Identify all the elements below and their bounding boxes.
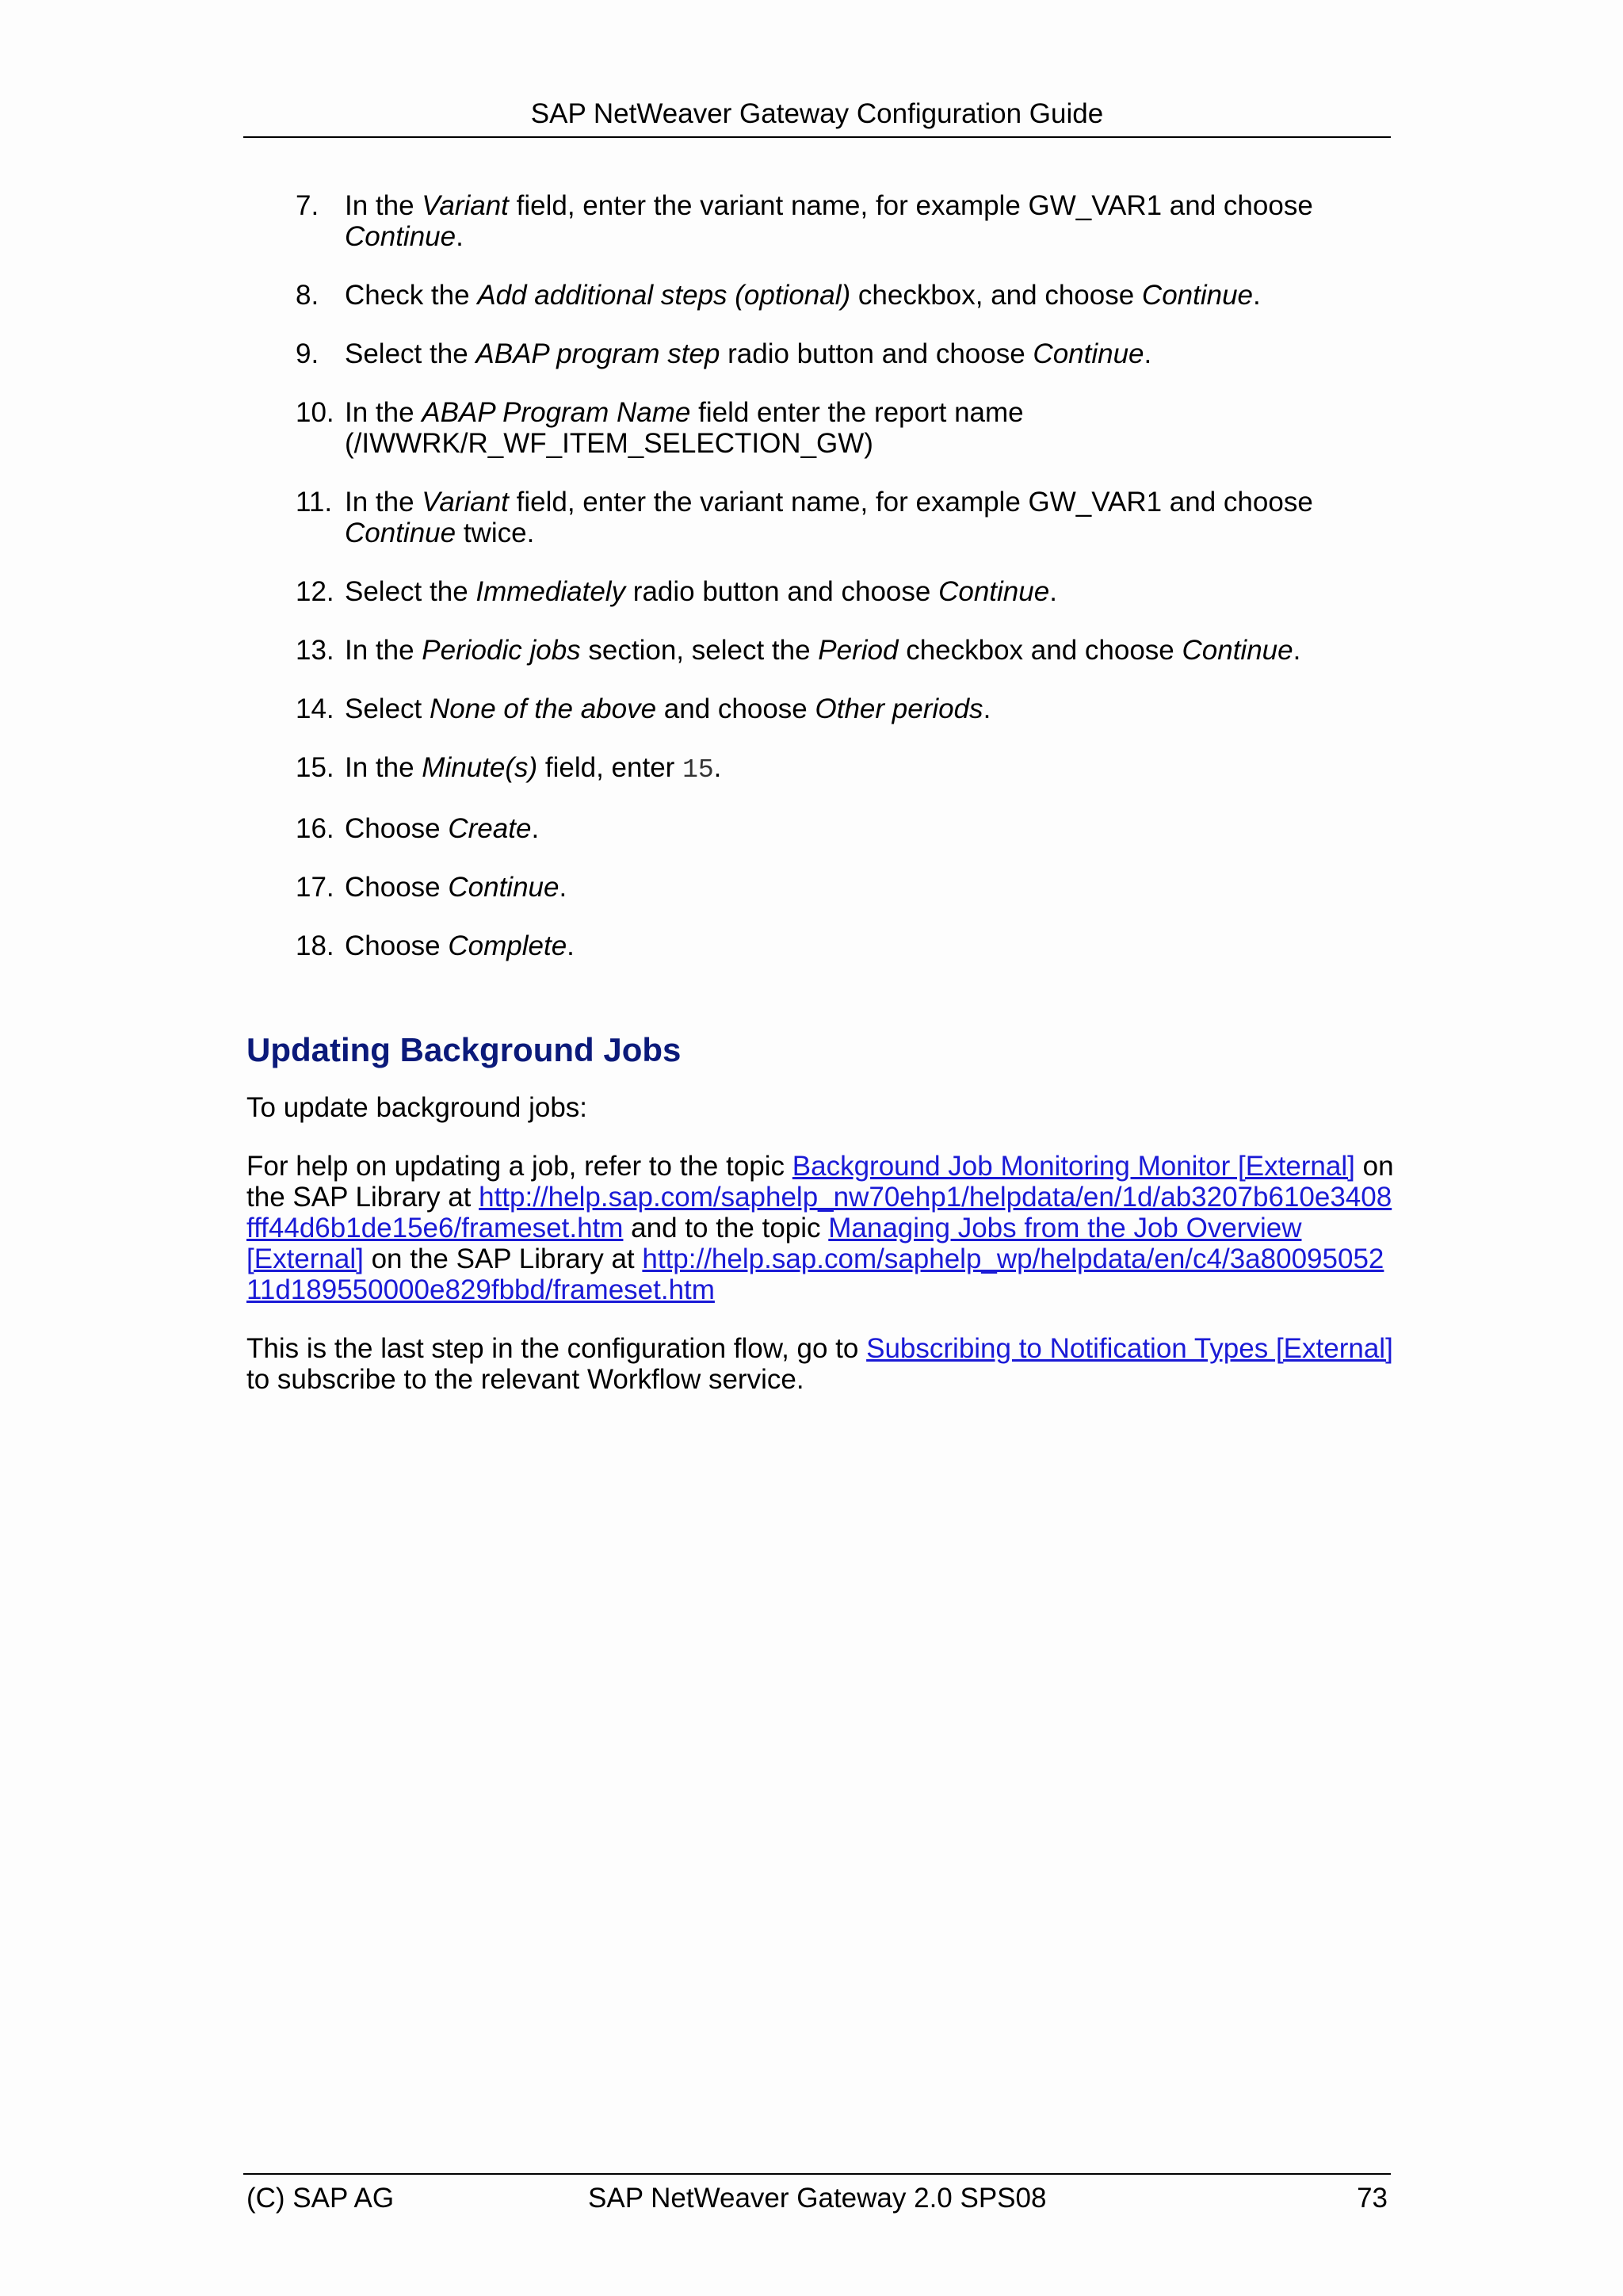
step-ui-term: Periodic jobs: [422, 635, 581, 666]
page-footer: [243, 2173, 1391, 2214]
step-item: [243, 576, 1392, 607]
step-text: Choose: [345, 930, 449, 961]
step-number: 12.: [296, 576, 334, 607]
step-number: 9.: [296, 338, 319, 369]
step-text: .: [1253, 280, 1261, 311]
step-ui-term: Variant: [422, 190, 509, 221]
step-text: In the: [345, 487, 422, 518]
step-item: [243, 930, 1392, 961]
step-ui-term: Continue: [345, 221, 456, 252]
step-text: section, select the: [580, 635, 819, 666]
step-text: In the: [345, 635, 422, 666]
step-item: [243, 752, 1392, 785]
step-number: 17.: [296, 872, 334, 903]
footer-product: SAP NetWeaver Gateway 2.0 SPS08: [588, 2183, 1047, 2214]
step-text: Choose: [345, 872, 449, 903]
step-text: In the: [345, 752, 422, 783]
step-number: 15.: [296, 752, 334, 783]
step-text: field enter the report name (/IWWRK/R_WF_ITEM_SELECTION_GW): [345, 397, 1024, 459]
step-ui-term: Complete: [448, 930, 567, 961]
step-item: [243, 190, 1392, 252]
section-heading: Updating Background Jobs: [246, 1031, 682, 1068]
step-ui-term: Continue: [448, 872, 559, 903]
step-ui-term: Create: [448, 813, 532, 844]
step-item: [243, 280, 1392, 311]
help-url-link-1[interactable]: http://help.sap.com/saphelp_nw70ehp1/helpdata/en/1d/ab3207b610e3408fff44d6b1de15e6/frameset.htm: [246, 1182, 1392, 1244]
help-text-3: and to the topic: [623, 1213, 829, 1244]
step-text: field, enter the variant name, for example GW_VAR1 and choose: [508, 190, 1313, 221]
step-text: .: [983, 693, 991, 724]
step-item: [243, 872, 1392, 903]
step-ui-term: Continue: [1141, 280, 1254, 311]
step-text: .: [456, 221, 464, 252]
step-text: .: [1293, 635, 1301, 666]
updating-background-jobs-section: [246, 1030, 1396, 1423]
step-ui-term: ABAP Program Name: [422, 397, 691, 428]
subscribing-notification-types-link[interactable]: Subscribing to Notification Types [External]: [866, 1333, 1393, 1364]
step-text: Select the: [345, 576, 476, 607]
help-url-link-2[interactable]: http://help.sap.com/saphelp_wp/helpdata/en/c4/3a8009505211d189550000e829fbbd/frameset.htm: [246, 1244, 1384, 1305]
step-text: field, enter: [537, 752, 683, 783]
intro-paragraph: To update background jobs:: [246, 1092, 588, 1123]
steps-list: [243, 190, 1392, 989]
step-text: In the: [345, 397, 422, 428]
step-text: field, enter the variant name, for example GW_VAR1 and choose: [508, 487, 1313, 518]
step-ui-term: Add additional steps (optional): [477, 280, 851, 311]
step-text: .: [531, 813, 540, 844]
step-item: [243, 397, 1392, 459]
step-text: radio button and choose: [625, 576, 939, 607]
step-ui-term: Continue: [938, 576, 1050, 607]
step-ui-term: Immediately: [475, 576, 626, 607]
step-ui-term: Continue: [1033, 338, 1144, 369]
help-text-2: on the SAP Library at: [246, 1151, 1394, 1213]
help-text-1: For help on updating a job, refer to the topic: [246, 1151, 792, 1182]
step-text: Choose: [345, 813, 449, 844]
step-text: .: [567, 930, 575, 961]
step-number: 18.: [296, 930, 334, 961]
help-text-4: on the SAP Library at: [363, 1244, 643, 1274]
step-code-value: 15: [682, 755, 714, 785]
step-ui-term: Other periods: [815, 693, 983, 724]
step-number: 11.: [296, 487, 333, 518]
step-text: and choose: [656, 693, 815, 724]
last-step-paragraph: [246, 1333, 1396, 1395]
header-title: SAP NetWeaver Gateway Configuration Guide: [530, 98, 1104, 129]
step-number: 10.: [296, 397, 334, 428]
last-text-1: This is the last step in the configuration flow, go to: [246, 1333, 867, 1364]
step-item: [243, 338, 1392, 369]
step-text: Check the: [345, 280, 478, 311]
step-ui-term: Continue: [1182, 635, 1293, 666]
step-item: [243, 693, 1392, 724]
step-text: .: [713, 752, 722, 783]
step-text: checkbox, and choose: [850, 280, 1142, 311]
step-text: twice.: [456, 518, 535, 548]
managing-jobs-link[interactable]: Managing Jobs from the Job Overview [External]: [246, 1213, 1302, 1274]
step-number: 8.: [296, 280, 319, 311]
step-text: .: [559, 872, 567, 903]
page-header: [243, 94, 1391, 138]
step-number: 16.: [296, 813, 334, 844]
step-number: 14.: [296, 693, 334, 724]
step-item: [243, 635, 1392, 666]
step-text: Select the: [345, 338, 476, 369]
step-text: checkbox and choose: [898, 635, 1182, 666]
step-item: [243, 487, 1392, 548]
step-number: 13.: [296, 635, 334, 666]
step-number: 7.: [296, 190, 319, 221]
help-paragraph: [246, 1151, 1396, 1305]
step-text: Select: [345, 693, 430, 724]
step-ui-term: Minute(s): [422, 752, 538, 783]
step-item: [243, 813, 1392, 844]
step-ui-term: Variant: [422, 487, 509, 518]
step-text: .: [1144, 338, 1152, 369]
background-job-monitoring-link[interactable]: Background Job Monitoring Monitor [External]: [792, 1151, 1355, 1182]
footer-copyright: (C) SAP AG: [246, 2183, 395, 2214]
step-text: In the: [345, 190, 422, 221]
step-text: .: [1049, 576, 1057, 607]
footer-page-number: 73: [1357, 2183, 1388, 2214]
step-ui-term: Continue: [345, 518, 456, 548]
step-ui-term: ABAP program step: [475, 338, 720, 369]
last-text-2: to subscribe to the relevant Workflow service.: [246, 1364, 804, 1395]
step-text: radio button and choose: [720, 338, 1033, 369]
step-ui-term: Period: [818, 635, 899, 666]
step-ui-term: None of the above: [430, 693, 657, 724]
